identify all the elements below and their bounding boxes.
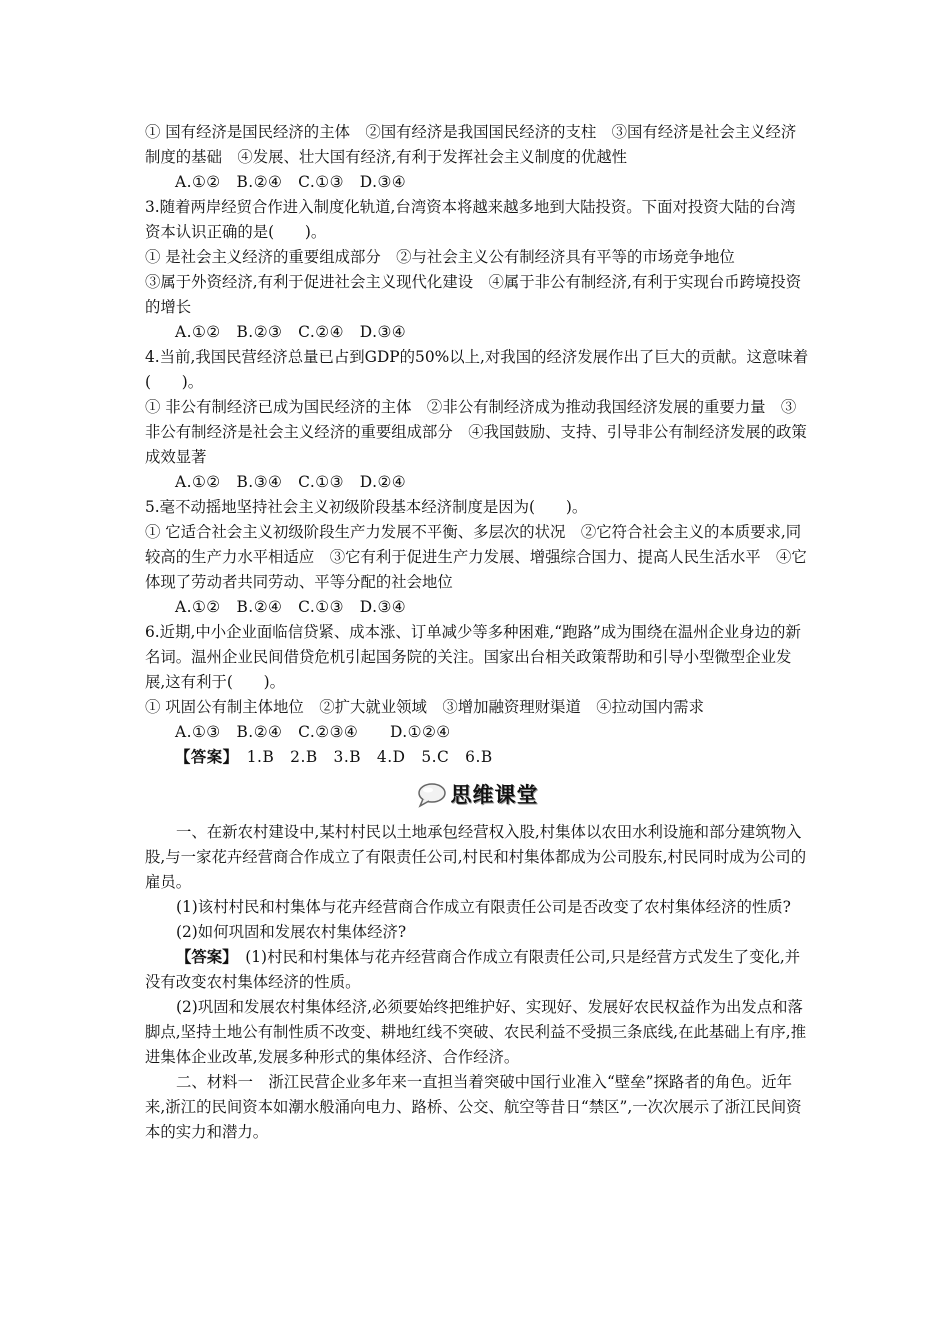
answers-text: 1.B 2.B 3.B 4.D 5.C 6.B bbox=[230, 748, 493, 766]
q3-options-line1: ① 是社会主义经济的重要组成部分 ②与社会主义公有制经济具有平等的市场竞争地位 bbox=[145, 248, 735, 266]
q5-stem: 5.毫不动摇地坚持社会主义初级阶段基本经济制度是因为( )。 bbox=[145, 498, 588, 516]
q6-options: ① 巩固公有制主体地位 ②扩大就业领域 ③增加融资理财渠道 ④拉动国内需求 bbox=[145, 698, 704, 716]
case2-intro: 二、材料一 浙江民营企业多年来一直担当着突破中国行业准入“壁垒”探路者的角色。近年来,浙江的民间资本如潮水般涌向电力、路桥、公交、航空等昔日“禁区”,一次次展示了浙江民间资本的实力和潜力。 bbox=[145, 1073, 802, 1141]
q6-choices: A.①③ B.②④ C.②③④ D.①②④ bbox=[175, 723, 451, 741]
q5-choices: A.①② B.②④ C.①③ D.③④ bbox=[175, 598, 407, 616]
document-body bbox=[145, 120, 810, 1145]
q4-options: ① 非公有制经济已成为国民经济的主体 ②非公有制经济成为推动我国经济发展的重要力量 ③非公有制经济是社会主义经济的重要组成部分 ④我国鼓励、支持、引导非公有制经济发展的政策成效显著 bbox=[145, 398, 807, 466]
q2-options: ① 国有经济是国民经济的主体 ②国有经济是我国国民经济的支柱 ③国有经济是社会主义经济制度的基础 ④发展、壮大国有经济,有利于发挥社会主义制度的优越性 bbox=[145, 123, 797, 166]
q6-stem: 6.近期,中小企业面临信贷紧、成本涨、订单减少等多种困难,“跑路”成为围绕在温州企业身边的新名词。温州企业民间借贷危机引起国务院的关注。国家出台相关政策帮助和引导小型微型企业发展,这有利于( )。 bbox=[145, 623, 801, 691]
q3-options-line2: ③属于外资经济,有利于促进社会主义现代化建设 ④属于非公有制经济,有利于实现台币跨境投资的增长 bbox=[145, 273, 802, 316]
section-header bbox=[145, 772, 810, 818]
case1-answer-2: (2)巩固和发展农村集体经济,必须要始终把维护好、实现好、发展好农民权益作为出发点和落脚点,坚持土地公有制性质不改变、耕地红线不突破、农民利益不受损三条底线,在此基础上有序,推进集体企业改革,发展多种形式的集体经济、合作经济。 bbox=[145, 998, 807, 1066]
case1-answer-label: 【答案】 bbox=[176, 948, 230, 966]
case1-answer-1-text: (1)村民和村集体与花卉经营商合作成立有限责任公司,只是经营方式发生了变化,并没有改变农村集体经济的性质。 bbox=[145, 948, 801, 991]
answers-line bbox=[145, 745, 810, 770]
q3-stem: 3.随着两岸经贸合作进入制度化轨道,台湾资本将越来越多地到大陆投资。下面对投资大陆的台湾资本认识正确的是( )。 bbox=[145, 198, 796, 241]
case1-answer-1 bbox=[145, 945, 810, 995]
section-title: 思维课堂 bbox=[450, 782, 539, 807]
q4-choices: A.①② B.③④ C.①③ D.②④ bbox=[175, 473, 407, 491]
q3-choices: A.①② B.②③ C.②④ D.③④ bbox=[175, 323, 407, 341]
speech-bubble-icon bbox=[417, 782, 447, 808]
case1-question-2: (2)如何巩固和发展农村集体经济? bbox=[176, 923, 407, 941]
case1-question-1: (1)该村村民和村集体与花卉经营商合作成立有限责任公司是否改变了农村集体经济的性质? bbox=[176, 898, 791, 916]
case1-intro: 一、在新农村建设中,某村村民以土地承包经营权入股,村集体以农田水利设施和部分建筑物入股,与一家花卉经营商合作成立了有限责任公司,村民和村集体都成为公司股东,村民同时成为公司的雇员。 bbox=[145, 823, 807, 891]
q4-stem: 4.当前,我国民营经济总量已占到GDP的50%以上,对我国的经济发展作出了巨大的贡献。这意味着( )。 bbox=[145, 348, 809, 391]
q2-choices: A.①② B.②④ C.①③ D.③④ bbox=[175, 173, 407, 191]
q5-options: ① 它适合社会主义初级阶段生产力发展不平衡、多层次的状况 ②它符合社会主义的本质要求,同较高的生产力水平相适应 ③它有利于促进生产力发展、增强综合国力、提高人民生活水平 ④它体现了劳动者共同劳动、平等分配的社会地位 bbox=[145, 523, 807, 591]
answers-label: 【答案】 bbox=[175, 748, 231, 766]
